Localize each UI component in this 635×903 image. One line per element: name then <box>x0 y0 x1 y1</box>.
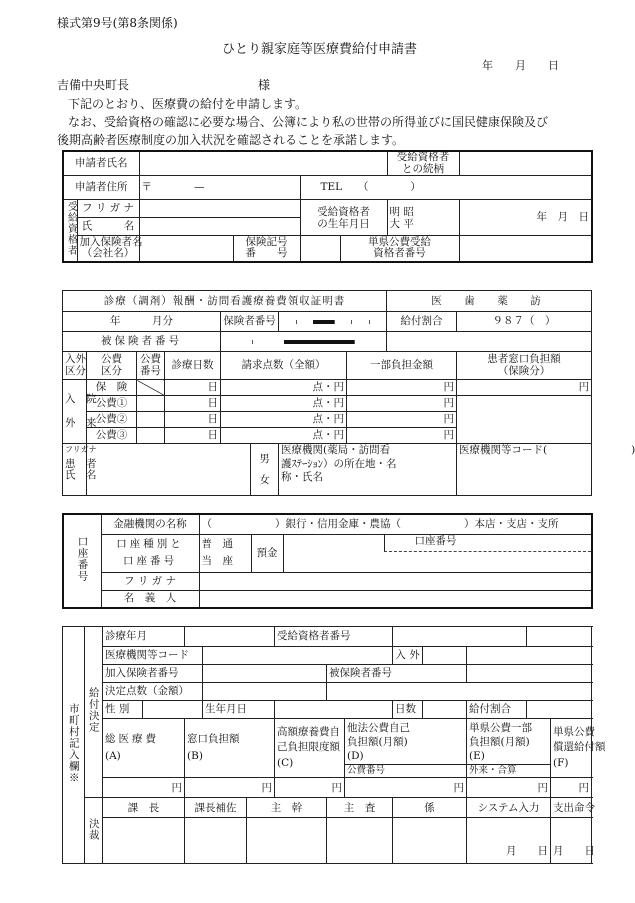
ratio-office-label: 給付割合 <box>467 701 527 719</box>
row-label-2: 公費② <box>87 412 137 428</box>
recipient-name-field[interactable] <box>139 218 300 236</box>
intro-line-1: 下記のとおり、医療費の給付を申請します。 <box>68 97 308 111</box>
approver-3: 主 査 <box>327 798 393 818</box>
insurer-no-office-field[interactable] <box>203 665 327 683</box>
bank-furigana-field[interactable] <box>199 572 592 590</box>
inst-label-1: 医療機関(薬局・訪問看 <box>281 444 391 456</box>
col-kohi-1: 公費 <box>101 352 122 365</box>
days-1[interactable]: 日 <box>165 396 221 412</box>
ken-label-office-3: (E) <box>469 750 485 763</box>
stamp-1[interactable] <box>185 818 247 864</box>
repay-label-1: 単県公費 <box>553 725 596 738</box>
intro-line-2: なお、受給資格の確認に必要な場合、公簿により私の世帯の所得並びに国民健康保険及び <box>68 115 549 129</box>
col-window-1: 患者窓口負担額 <box>487 352 561 365</box>
nyugai-office-label: 入 外 <box>393 647 423 665</box>
account-type-label-2: 口座番号 <box>123 555 177 567</box>
approver-6: 支出命令 <box>551 798 592 818</box>
applicant-table <box>62 150 593 263</box>
decided-points-field[interactable] <box>203 683 327 701</box>
days-2[interactable]: 日 <box>165 412 221 428</box>
account-toza[interactable]: 当 座 <box>201 555 233 567</box>
approver-2: 主 幹 <box>247 798 327 818</box>
days-office-field[interactable] <box>423 701 467 719</box>
furigana-field[interactable] <box>139 200 300 218</box>
payment-order-date[interactable]: 月 日 <box>551 818 592 864</box>
gaicho-label: 外来・合算 <box>467 764 550 778</box>
insured-no-office-field[interactable] <box>467 665 592 683</box>
receipt-year-month[interactable]: 年 月分 <box>63 312 221 332</box>
row-nyuin: 入 院 <box>65 393 97 406</box>
insured-no-office-label: 被保険者番号 <box>327 665 467 683</box>
ken-label-office-2: 負担額(月額) <box>469 736 530 749</box>
insurer-name-field[interactable] <box>139 236 233 262</box>
stamp-0[interactable] <box>103 818 185 864</box>
ken-label-office-1: 単県公費一部 <box>469 722 533 734</box>
birth-label-2: の生年月日 <box>317 217 370 230</box>
era-option-2[interactable]: 大 平 <box>389 217 414 230</box>
approver-0: 課 長 <box>103 798 185 818</box>
insured-number-field[interactable] <box>221 332 387 352</box>
application-date: 年 月 日 <box>482 59 559 72</box>
patient-label-2: 氏 名 <box>65 469 97 482</box>
insurer-label-2: （会社名） <box>81 247 135 260</box>
window-0[interactable]: 円 <box>457 380 592 396</box>
repay-label-2: 償還給付額 <box>553 741 606 754</box>
relation-label-2: との続柄 <box>402 162 445 175</box>
insurer-label-1: 加入保険者名 <box>79 235 143 248</box>
col-partial: 一部負担金額 <box>347 352 457 380</box>
applicant-address-label: 申請者住所 <box>63 176 139 200</box>
points-2[interactable]: 点・円 <box>221 412 347 428</box>
patient-furigana-label: フリガナ <box>65 445 97 454</box>
high-label-1: 高額療養費自 <box>277 725 341 738</box>
benefit-ratio-value[interactable]: ９８７（ ） <box>457 312 592 332</box>
approver-1: 課長補佐 <box>185 798 247 818</box>
honorific: 様 <box>258 78 271 92</box>
ken-amount[interactable]: 円 <box>467 778 551 798</box>
benefit-ratio-label: 給付割合 <box>387 312 457 332</box>
partial-0[interactable]: 円 <box>347 380 457 396</box>
col-nyugai-1: 入外 <box>65 352 86 365</box>
sex-female[interactable]: 女 <box>259 473 270 486</box>
tel-field[interactable]: TEL （ ） <box>300 176 592 200</box>
account-type-label-1: 口座種別と <box>116 538 184 551</box>
window-label-1: 窓口負担額 <box>187 733 240 746</box>
system-input-date[interactable]: 月 日 <box>467 818 551 864</box>
account-yokin: 預金 <box>251 534 283 572</box>
partial-1[interactable]: 円 <box>347 396 457 412</box>
other-label-1: 他法公費自己 <box>347 722 411 734</box>
ken-label-1: 単県公費受給 <box>368 235 432 248</box>
high-amount[interactable]: 円 <box>275 778 345 798</box>
partial-2[interactable]: 円 <box>347 412 457 428</box>
bank-meigi-label: 名 義 人 <box>101 590 199 608</box>
shinryo-ym-field[interactable] <box>185 627 275 647</box>
nyugai-office-field[interactable] <box>423 647 467 665</box>
patient-name-field[interactable] <box>87 444 251 496</box>
decided-points-label: 決定点数（金額） <box>103 683 203 701</box>
era-option-1[interactable]: 明 昭 <box>389 205 414 218</box>
account-futsu[interactable]: 普 通 <box>201 538 233 551</box>
col-kohino-1: 公費 <box>140 352 161 365</box>
row-label-1: 公費① <box>87 396 137 412</box>
shinryo-ym-label: 診療年月 <box>103 627 185 647</box>
total-label-1: 総医療費 <box>105 733 159 746</box>
inst-label-2: 護ｽﾃｰｼｮﾝ）の所在地・名 <box>281 457 397 470</box>
insurer-number-field[interactable] <box>279 312 387 332</box>
other-amount[interactable]: 円 <box>345 778 467 798</box>
office-table <box>62 626 606 864</box>
total-amount[interactable]: 円 <box>103 778 185 798</box>
furigana-label: フ リ ガ ナ <box>77 200 139 218</box>
addressee: 吉備中央町長 <box>57 78 130 92</box>
sex-male[interactable]: 男 <box>259 452 270 465</box>
approver-4: 係 <box>393 798 467 818</box>
bank-furigana-label: フ リ ガ ナ <box>101 572 199 590</box>
birth-label-1: 受給資格者 <box>317 205 370 218</box>
points-1[interactable]: 点・円 <box>221 396 347 412</box>
total-label-2: (A) <box>105 750 121 763</box>
shimei-label: 氏 名 <box>77 218 139 236</box>
col-kohi-2: 区分 <box>101 364 122 377</box>
repay-label-3: (F) <box>553 757 569 770</box>
insurer-no-office-label: 加入保険者番号 <box>103 665 203 683</box>
bank-name-field[interactable]: （ ）銀行・信用金庫・農協（ ）本店・支店・支所 <box>199 514 592 534</box>
repay-amount[interactable]: 円 <box>551 778 592 798</box>
days-0[interactable]: 日 <box>165 380 221 396</box>
ratio-office-field[interactable] <box>527 701 592 719</box>
row-gairai: 外 来 <box>65 416 97 429</box>
symbol-label-2: 番 号 <box>245 247 288 260</box>
col-nyugai-2: 区分 <box>65 364 86 377</box>
row-label-3: 公費③ <box>87 428 137 444</box>
inst-code-office-field[interactable] <box>203 647 393 665</box>
insured-number-label: 被保険者番号 <box>63 332 221 352</box>
benefit-decision-label: 給付決定 <box>87 687 100 734</box>
office-side-label: 市町村記入欄※ <box>67 703 80 784</box>
birth-date-field[interactable]: 年 月 日 <box>459 200 592 236</box>
receipt-title: 診療（調剤）報酬・訪問看護療養費領収証明書 <box>63 291 387 312</box>
patient-label-1: 患 者 <box>65 457 97 470</box>
partial-3[interactable]: 円 <box>347 428 457 444</box>
birth-office-field[interactable] <box>275 701 393 719</box>
points-0[interactable]: 点・円 <box>221 380 347 396</box>
symbol-label-1: 保険記号 <box>245 235 288 248</box>
sex-office-label: 性 別 <box>103 701 143 719</box>
receipt-table <box>62 290 635 496</box>
bank-meigi-field[interactable] <box>199 590 592 608</box>
applicant-name-field[interactable] <box>139 151 387 176</box>
ken-number-field[interactable] <box>459 236 592 262</box>
relation-label-1: 受給資格者 <box>396 151 450 163</box>
stamp-2[interactable] <box>247 818 327 864</box>
window-label-2: (B) <box>187 750 203 763</box>
kessai-label: 決裁 <box>87 817 100 841</box>
bank-table <box>62 513 593 609</box>
inst-code-office-label: 医療機関等コード <box>103 647 203 665</box>
birth-office-label: 生年月日 <box>203 701 275 719</box>
col-points: 請求点数（全額） <box>221 352 347 380</box>
col-window-2: （保険分） <box>497 364 551 377</box>
recipient-no-label: 受給資格者番号 <box>275 627 393 647</box>
approver-5: システム入力 <box>467 798 551 818</box>
postal-code-field[interactable]: 〒 — <box>139 176 300 200</box>
account-number-label: 口座番号 <box>384 535 592 551</box>
other-label-3: (D) <box>347 750 364 763</box>
days-3[interactable]: 日 <box>165 428 221 444</box>
bank-name-label: 金融機関の名称 <box>101 514 199 534</box>
col-kohino-2: 番号 <box>140 364 161 377</box>
recipient-side-label: 受給資格者 <box>65 201 77 257</box>
points-3[interactable]: 点・円 <box>221 428 347 444</box>
form-title: ひとり親家庭等医療費給付申請書 <box>222 42 418 57</box>
recipient-no-field[interactable] <box>393 627 527 647</box>
high-label-3: (C) <box>277 757 294 770</box>
col-days: 診療日数 <box>165 352 221 380</box>
ken-label-2: 資格者番号 <box>373 247 426 260</box>
other-label-2: 負担額(月額) <box>347 736 408 749</box>
insurer-number-label: 保険者番号 <box>221 312 279 332</box>
high-label-2: 己負担限度額 <box>277 741 341 754</box>
row-label-0: 保 険 <box>87 380 137 396</box>
window-amount[interactable]: 円 <box>185 778 275 798</box>
sex-office-field[interactable] <box>143 701 203 719</box>
form-number: 様式第9号(第8条関係) <box>57 16 178 30</box>
relation-field[interactable] <box>459 151 592 176</box>
applicant-name-label: 申請者氏名 <box>63 151 139 176</box>
kohino-label: 公費番号 <box>345 764 466 778</box>
account-number-field[interactable] <box>384 551 592 552</box>
stamp-3[interactable] <box>327 818 393 864</box>
inst-code-label[interactable]: 医療機関等コード( ) <box>457 444 592 496</box>
receipt-types[interactable]: 医 歯 薬 訪 <box>387 291 592 312</box>
stamp-4[interactable] <box>393 818 467 864</box>
symbol-number-field[interactable] <box>300 236 340 262</box>
bank-side-label: 口座番号 <box>76 536 89 583</box>
intro-line-3: 後期高齢者医療制度の加入状況を確認されることを承諾します。 <box>57 133 405 147</box>
inst-label-3: 称・氏名 <box>281 471 323 484</box>
days-office-label: 日数 <box>393 701 423 719</box>
